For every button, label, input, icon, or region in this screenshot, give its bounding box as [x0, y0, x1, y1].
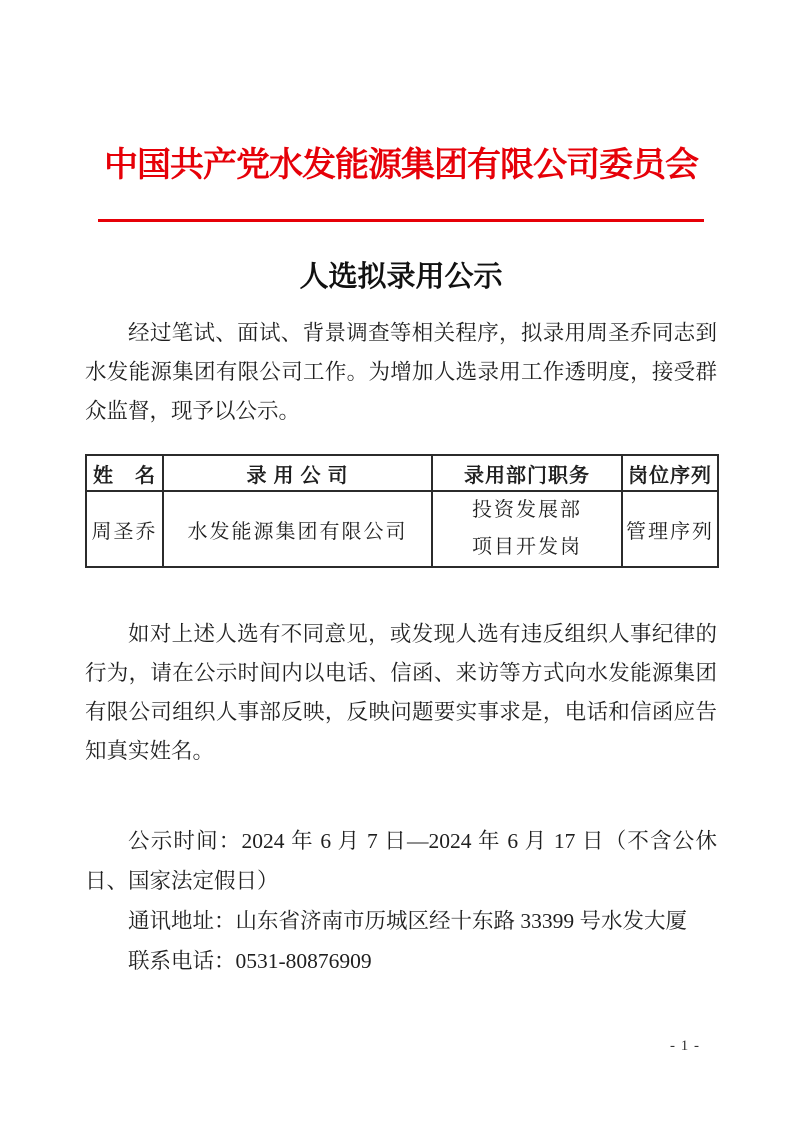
table-row — [86, 491, 718, 567]
intro-paragraph: 经过笔试、面试、背景调查等相关程序，拟录用周圣乔同志到水发能源集团有限公司工作。为增加人选录用工作透明度，接受群众监督，现予以公示。 — [85, 321, 717, 423]
org-title: 中国共产党水发能源集团有限公司委员会 — [104, 147, 698, 184]
candidate-table-body — [86, 491, 718, 567]
col-header-department: 录用部门职务 — [432, 455, 622, 491]
department-line-1: 投资发展部 — [472, 499, 582, 521]
cell-position-sequence: 管理序列 — [622, 491, 718, 567]
header-row — [86, 455, 718, 491]
cell-name: 周圣乔 — [86, 491, 163, 567]
cell-department — [432, 491, 622, 567]
publicity-period: 公示时间：2024 年 6 月 7 日—2024 年 6 月 17 日（不含公休日、国家法定假日） — [85, 829, 717, 893]
candidate-table — [85, 454, 719, 568]
mailing-address: 通讯地址：山东省济南市历城区经十东路 33399 号水发大厦 — [128, 909, 688, 933]
col-header-company: 录 用 公 司 — [163, 455, 432, 491]
red-divider — [98, 219, 704, 222]
doc-title: 人选拟录用公示 — [299, 261, 503, 293]
col-header-name: 姓 名 — [86, 455, 163, 491]
contact-phone: 联系电话：0531-80876909 — [128, 949, 372, 973]
feedback-paragraph: 如对上述人选有不同意见，或发现人选有违反组织人事纪律的行为，请在公示时间内以电话、信函、来访等方式向水发能源集团有限公司组织人事部反映，反映问题要实事求是，电话和信函应告知真实姓名。 — [85, 622, 717, 763]
col-header-position-sequence: 岗位序列 — [622, 455, 718, 491]
department-line-2: 项目开发岗 — [472, 536, 582, 558]
page-number: - 1 - — [670, 1038, 700, 1054]
cell-company: 水发能源集团有限公司 — [163, 491, 432, 567]
contact-info-block — [85, 821, 717, 981]
candidate-table-header — [86, 455, 718, 491]
document-content — [85, 0, 717, 981]
